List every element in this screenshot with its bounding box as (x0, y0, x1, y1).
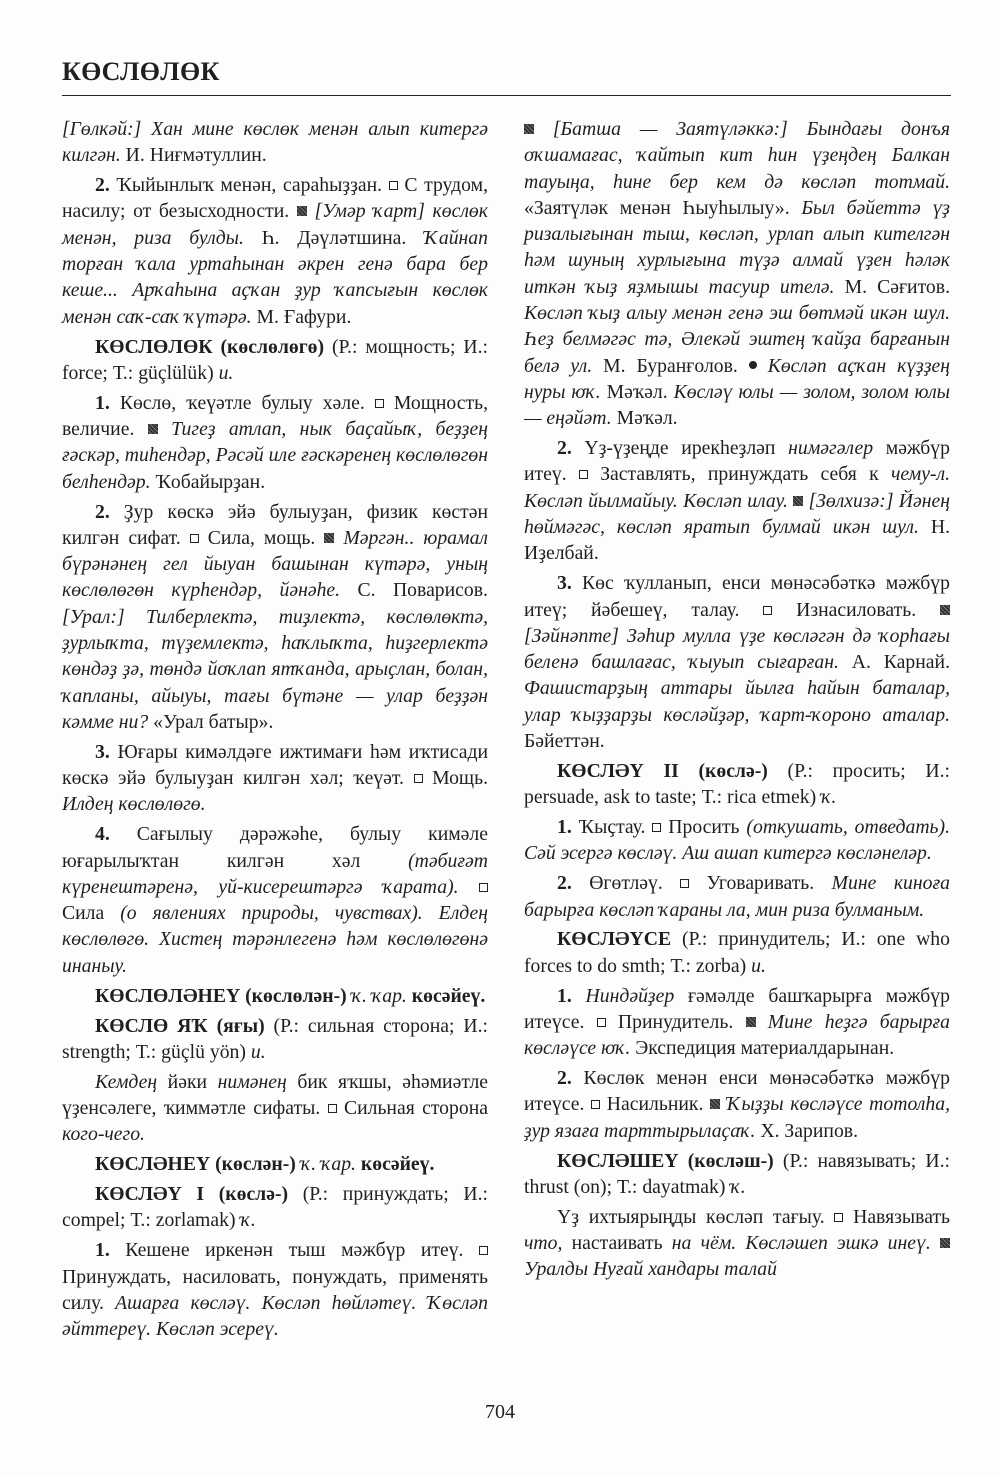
body-text (572, 985, 586, 1007)
body-text: Көслө, ҡеүәтле булыу хәле. (109, 391, 375, 414)
headword-text: 3. (557, 572, 572, 595)
entry-paragraph (62, 1069, 488, 1148)
headword-text: көсәйеү. (411, 984, 486, 1007)
italic-text: [Урал:] Тилберлектә, тиҙлектә, көслөлөктә, ҙурлыҡта, түҙемлектә, һаҡлыҡта, һиҙгерлектә көндәҙ ҙә, төндә йоҡлап ятҡанда, арыҫлан, болан, ҡапланы, айыуы, тағы бүтәне — улар беҙҙән кәмме ни? (62, 605, 488, 733)
headword-text: КӨСЛӨ ЯҠ (яғы) (95, 1014, 265, 1037)
body-text: Х. Зарипов. (755, 1119, 858, 1142)
body-text: Үҙ-үҙеңде ирекһеҙләп (571, 437, 789, 460)
italic-text: ҡ. ҡар. (300, 1153, 356, 1176)
body-text: А. Карнай. (838, 651, 950, 674)
italic-text: Ҡайнап торған ҡала уртаһынан әкрен генә бара бер кеше... Арҡаһына аҫҡан ҙур ҡапсығын көслөк менән саҡ-саҡ ҡүтәрә. (62, 226, 488, 328)
body-text: С. Поварисов. (340, 579, 488, 602)
body-text: Принудитель. (605, 1010, 746, 1033)
italic-text: [Умәр ҡарт] көслөк менән, риза булды. (62, 200, 488, 249)
entry-paragraph (524, 983, 950, 1062)
headword-text: 1. (95, 391, 110, 414)
body-text: (Р.: принудитель; И.: one who forces to do smth; Т.: zorba) (524, 928, 950, 977)
body-text: Үҙ ихтыярыңды көсләп тағыу. (557, 1205, 835, 1228)
italic-text: Тигеҙ атлап, нык баҫайыҡ, беҙҙең ғәскәр, тиһендәр, Рәсәй иле ғәскәренең көслөлөгөн белһендәр. (62, 418, 488, 493)
italic-text: нимәгәлер (788, 437, 874, 460)
right-column (524, 116, 950, 1286)
headword-text: 2. (95, 500, 110, 523)
italic-text: Фашистарҙың аттары йылға һайын баталар, улар ҡыҙҙарҙы көсләйҙәр, ҡарт-ҡороно аталар. (524, 677, 950, 726)
body-text: Мощь. (422, 767, 488, 790)
headword-text: 2. (557, 872, 572, 895)
headword-text: КӨСЛӘҮСЕ (557, 928, 672, 951)
italic-text: Уралды Нуғай хандары талай (524, 1258, 777, 1281)
body-text: Кешене иркенән тыш мәжбүр итеү. (109, 1239, 479, 1262)
body-text: бик яҡшы, әһәмиәтле үҙенсәлеге, ҡиммәтле сифаты. (62, 1070, 489, 1120)
body-text: Просить (661, 816, 747, 839)
translation-marker-icon (591, 1100, 600, 1109)
italic-text: ҡ. (821, 786, 837, 809)
italic-text: Ашарға көсләү. Көсләп һөйләтеү. Ҡөсләп әйттереү. Көсләп эсереү. (62, 1291, 488, 1341)
example-marker-icon (148, 424, 158, 434)
body-text: Н. Иҙелбай. (524, 516, 951, 565)
body-text: Юғары кимәлдәге ижтимағи һәм иҡтисади көскә эйә булыуҙан килгән хәл; ҡеүәт. (62, 740, 488, 790)
body-text: ғәмәлде башҡарырға мәжбүр итеүсе. (524, 984, 950, 1033)
entry-paragraph (524, 1204, 950, 1283)
italic-text: кого-чего. (62, 1123, 145, 1146)
example-marker-icon (524, 124, 534, 134)
translation-marker-icon (479, 883, 488, 892)
body-text: Сильная сторона (336, 1097, 488, 1120)
italic-text: нимәнең (217, 1070, 287, 1093)
body-text: (Р.: навязывать; И.: thrust (on); Т.: dayatmak) (524, 1149, 951, 1198)
translation-marker-icon (414, 774, 423, 783)
body-text: Сила, мощь. (198, 526, 325, 549)
example-marker-icon (710, 1099, 720, 1109)
body-text: Мәҡәл. (611, 407, 678, 430)
entry-paragraph (62, 983, 488, 1009)
entry-paragraph (524, 1148, 950, 1201)
entry-paragraph (524, 758, 950, 811)
headword-text: КӨСЛӨЛӨК (көслөлөгө) (95, 335, 325, 358)
entry-paragraph (524, 570, 950, 754)
body-text: (Р.: просить; И.: persuade, ask to taste; Т.: rica etmek) (524, 759, 950, 809)
headword-text: 1. (95, 1239, 110, 1262)
body-text: Навязывать (843, 1205, 950, 1228)
body-text: (Р.: мощность; И.: force; Т.: güçlülük) (62, 335, 488, 384)
translation-marker-icon (597, 1018, 606, 1027)
entry-paragraph (524, 116, 950, 432)
italic-text: что, (524, 1232, 563, 1255)
entry-paragraph (62, 499, 488, 736)
italic-text: (о явлениях природы, чувствах). Елдең көслөлөгө. Хистең тәрәнлегенә һәм көслөлөгөнә инаныу. (62, 902, 488, 977)
body-text: С трудом, насилу; от безысходности. (62, 174, 489, 223)
body-text: Көс ҡулланып, енси мөнәсәбәткә мәжбүр итеү; йәбешеү, талау. (524, 572, 950, 621)
italic-text: ҡ. (240, 1209, 256, 1232)
translation-marker-icon (190, 534, 199, 543)
italic-text: (откушать, отведать). Сәй эсергә көсләү. Аш ашап китергә көсләнеләр. (524, 816, 950, 865)
italic-text: и. (218, 361, 234, 384)
italic-text: Мәргән.. юрамал бүрәнәнең гел йыуан башынан күтәрә, уның көслөлөгөн күрһендәр, йәнәһе. (62, 526, 488, 602)
left-column (62, 116, 488, 1346)
body-text: «Урал батыр». (148, 710, 274, 733)
translation-marker-icon (763, 606, 772, 615)
body-text: Ҡыйынлыҡ менән, сараһыҙҙан. (109, 174, 389, 197)
italic-text: Мине һеҙгә барырға көсләүсе юҡ. (524, 1010, 950, 1060)
italic-text: [Зәйнәпте] Зәһир мулла үҙе көсләгән дә ҡорһағы беленә башлағас, ҡыуып сығарған. (524, 624, 950, 674)
entry-paragraph (62, 821, 488, 979)
translation-marker-icon (479, 1246, 488, 1255)
translation-marker-icon (680, 879, 689, 888)
italic-text: Ҡыҙҙы көсләүсе тотолһа, ҙур язаға тарттырылаҫаҡ. (524, 1093, 950, 1142)
body-text: Изнасиловать. (772, 598, 940, 621)
italic-text: ҡ. ҡар. (351, 984, 407, 1007)
example-marker-icon (324, 533, 334, 543)
italic-text: Көсләп аҫҡан күҙҙең нуры юҡ. (524, 354, 950, 403)
body-text (931, 1232, 940, 1254)
headword-text: КӨСЛӘҮ II (көслә-) (557, 759, 768, 782)
body-text: настаивать (562, 1232, 672, 1255)
entry-paragraph (62, 172, 488, 330)
headword-text: 2. (557, 1067, 572, 1090)
headword-text: КӨСЛӨЛӘНЕҮ (көслөлән-) (95, 984, 347, 1007)
headword-text: 1. (557, 984, 572, 1007)
italic-text: и. (250, 1040, 266, 1063)
headword-text: 1. (557, 816, 572, 839)
body-text: Көслөк менән енси мөнәсәбәткә мәжбүр итеүсе. (524, 1067, 950, 1116)
body-text: Сағылыу дәрәжәһе, булыу кимәле юғарылыҡтан килгән хәл (62, 823, 488, 872)
headword-text: 4. (95, 823, 110, 846)
headword-text: КӨСЛӘНЕҮ (көслән-) (95, 1153, 296, 1176)
entry-paragraph (62, 1237, 488, 1342)
body-text: йәки (157, 1070, 218, 1093)
body-text: (Р.: сильная сторона; И.: strength; Т.: güçlü yön) (62, 1014, 489, 1063)
italic-text: Мине киноға барырға көсләп ҡараны ла, мин риза булманым. (524, 872, 951, 921)
entry-paragraph (62, 1151, 488, 1177)
entry-paragraph (62, 390, 488, 495)
entry-paragraph (524, 870, 950, 923)
headword-text: 3. (95, 740, 110, 763)
entry-paragraph (62, 739, 488, 818)
italic-text: ҡ. (730, 1175, 746, 1198)
example-marker-icon (940, 605, 950, 615)
italic-text: Кемдең (95, 1070, 158, 1093)
header-rule (62, 95, 951, 96)
italic-text: Ниндәйҙер (585, 984, 675, 1007)
body-text: Бәйеттән. (524, 730, 605, 753)
body-text: Ҡыҫтау. (571, 816, 653, 839)
italic-text: на чём. Көсләшеп эшкә инеү. (671, 1232, 931, 1255)
entry-paragraph (62, 116, 488, 169)
translation-marker-icon (389, 181, 398, 190)
translation-marker-icon (579, 470, 588, 479)
running-head: КӨСЛӨЛӨК (62, 57, 220, 86)
body-text: М. Ғафури. (251, 305, 352, 328)
italic-text: и. (751, 954, 766, 977)
italic-text: Көсләү юлы — золом, золом юлы — еңәйәт. (524, 380, 950, 430)
body-text: Ҙур көскә эйә булыуҙан, физик көстән килгән сифат. (62, 500, 488, 549)
italic-text: [Зөлхизә:] Йәнең һөймәгәс, көсләп яратып булмай икән шул. (524, 489, 950, 539)
entry-paragraph (62, 1013, 488, 1066)
example-marker-icon (746, 1017, 756, 1027)
body-text: М. Сәғитов. (834, 275, 950, 298)
body-text: Насильник. (600, 1093, 711, 1116)
italic-text: [Гөлкәй:] Хан мине көслөк менән алып китергә килгән. (62, 118, 488, 167)
body-text: (Р.: принуждать; И.: compel; Т.: zorlamak) (62, 1183, 488, 1232)
body-text (459, 876, 479, 898)
example-marker-icon (940, 1238, 950, 1248)
italic-text: Көсләп ҡыҙ алыу менән генә эш бөтмәй икән шул. Һеҙ белмәгәс тә, Әлекәй эштең ҡайҙа барғанын белә ул. (524, 302, 950, 377)
page-number: 704 (485, 1401, 515, 1423)
body-text: Ҡобайырҙан. (150, 470, 266, 493)
body-text: Заставлять, принуждать себя к (587, 463, 891, 486)
body-text: М. Буранғолов. (592, 354, 749, 377)
italic-text: чему-л. Көсләп йылмайыу. Көсләп илау. (524, 463, 950, 512)
body-text: Экспедиция материалдарынан. (630, 1037, 895, 1060)
example-marker-icon (793, 496, 803, 506)
italic-text: [Батша — Заятүләккә:] Бындағы донъя оҡшамағас, ҡайтып кит һин үҙеңдең Балкан тауыңа, һине бер кем дә көсләп тотмай. (524, 118, 950, 193)
body-text: Сила (62, 902, 121, 925)
body-text: «Заятүләк менән Һыуһылыу». (524, 196, 802, 219)
headword-text: 2. (95, 174, 110, 197)
body-text: Мәҡәл. (600, 380, 674, 403)
headword-text: 2. (557, 437, 572, 460)
body-text: Мощность, величие. (62, 391, 488, 441)
entry-paragraph (62, 334, 488, 387)
proverb-marker-icon (749, 361, 757, 369)
entry-paragraph (524, 926, 950, 979)
body-text: Һ. Дәүләтшина. (243, 226, 425, 249)
translation-marker-icon (375, 399, 384, 408)
body-text: Принуждать, насиловать, понуждать, применять силу. (62, 1265, 488, 1314)
headword-text: КӨСЛӘҮ I (көслә-) (95, 1183, 289, 1206)
body-text: Уговаривать. (689, 872, 832, 895)
headword-text: көсәйеү. (360, 1153, 435, 1176)
italic-text: Илдең көслөлөгө. (62, 793, 206, 816)
translation-marker-icon (328, 1104, 337, 1113)
body-text: мәжбүр итеү. (524, 437, 950, 486)
example-marker-icon (297, 206, 307, 216)
body-text: Өгөтләү. (571, 872, 681, 895)
italic-text: Был бәйеттә үҙ ризалығынан тыш, көсләп, урлап алып кителгән һәм шуның хурлығына түҙә алмай үҙен һәләк иткән ҡыҙ яҙмышы тасуир ителә. (524, 196, 950, 298)
entry-paragraph (62, 1181, 488, 1234)
italic-text: (тәбиғәт күренештәренә, уй-кисерештәргә ҡарата). (62, 849, 488, 898)
entry-paragraph (524, 814, 950, 867)
entry-paragraph (524, 1065, 950, 1144)
entry-paragraph (524, 435, 950, 566)
headword-text: КӨСЛӘШЕҮ (көсләш-) (557, 1149, 774, 1172)
body-text: И. Ниғмәтуллин. (120, 144, 267, 167)
